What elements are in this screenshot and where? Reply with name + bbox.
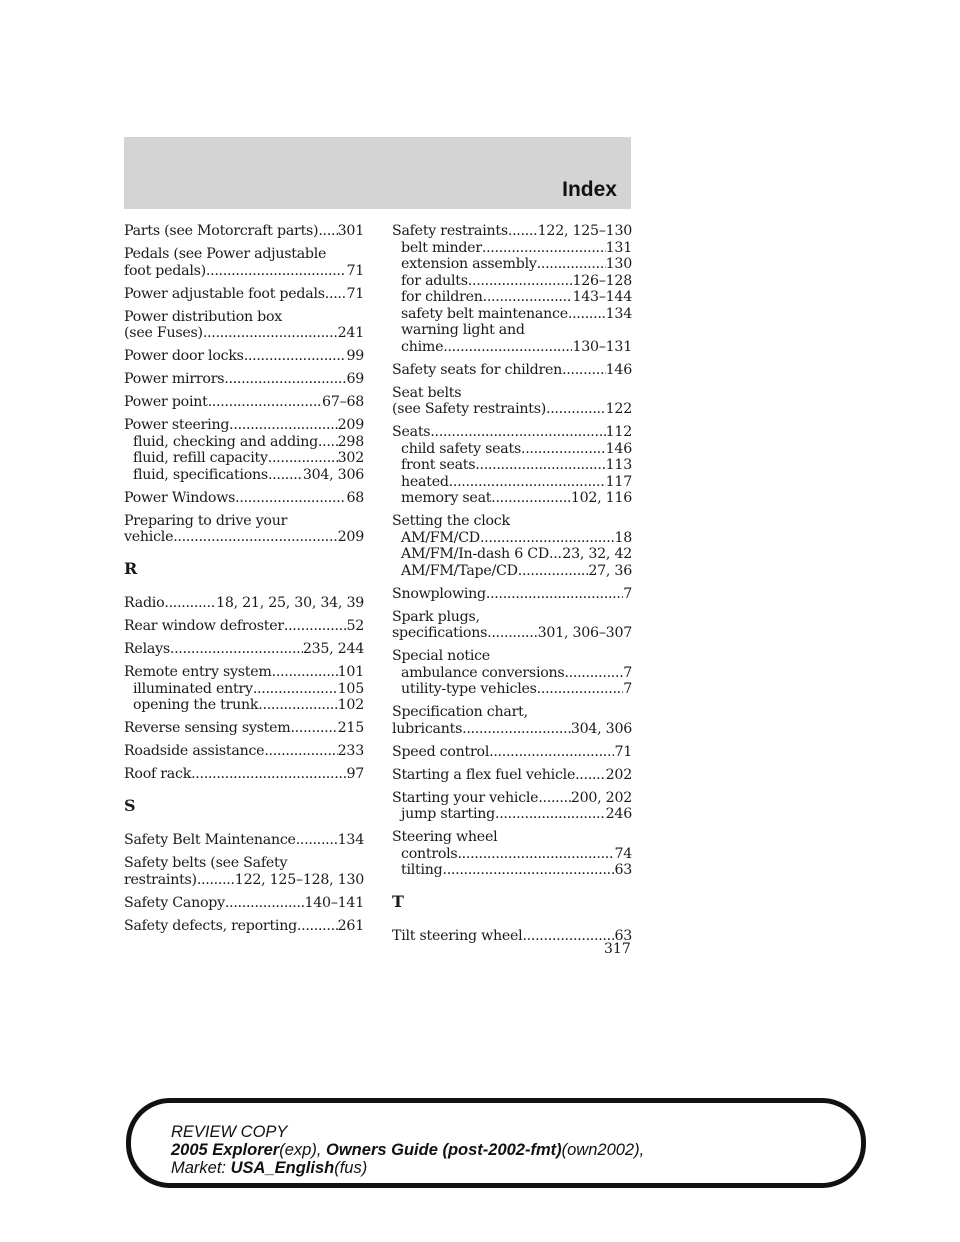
index-term: AM/FM/In-dash 6 CD bbox=[401, 546, 549, 562]
index-entry bbox=[124, 513, 364, 546]
index-entry-line bbox=[392, 704, 632, 721]
index-entry bbox=[124, 766, 364, 783]
index-term: Starting your vehicle bbox=[392, 789, 539, 806]
leader-dots bbox=[296, 832, 338, 849]
leader-dots bbox=[325, 286, 347, 303]
index-term: Power mirrors bbox=[124, 371, 225, 387]
index-term: opening the trunk bbox=[133, 697, 259, 713]
index-entry bbox=[124, 246, 364, 279]
leader-dots bbox=[537, 256, 606, 273]
index-entry bbox=[124, 309, 364, 342]
index-term: Pedals (see Power adjustable bbox=[124, 246, 327, 262]
page-number: 317 bbox=[604, 941, 631, 957]
index-page-ref: 146 bbox=[605, 440, 632, 457]
leader-dots bbox=[449, 474, 606, 491]
index-subentry-line bbox=[392, 530, 632, 547]
index-term: Tilt steering wheel bbox=[392, 928, 523, 944]
index-page-ref: 71 bbox=[614, 743, 632, 760]
index-entry bbox=[124, 394, 364, 411]
index-entry-line bbox=[392, 362, 632, 379]
index-page-ref: 209 bbox=[337, 417, 364, 433]
index-subentry-line bbox=[124, 434, 364, 451]
index-term: AM/FM/Tape/CD bbox=[401, 562, 518, 579]
index-term: safety belt maintenance bbox=[401, 305, 568, 322]
index-term: controls bbox=[401, 845, 458, 862]
index-term: Power point bbox=[124, 394, 208, 410]
index-entry-line bbox=[392, 721, 632, 738]
index-term: Steering wheel bbox=[392, 829, 498, 845]
index-entry bbox=[392, 424, 632, 507]
index-page-ref: 99 bbox=[346, 348, 364, 364]
leader-dots bbox=[191, 766, 346, 783]
index-subentry-line bbox=[124, 450, 364, 467]
leader-dots bbox=[537, 681, 624, 698]
index-entry-line bbox=[392, 223, 632, 240]
index-page-ref: 130–131 bbox=[572, 338, 632, 355]
index-term: Safety seats for children bbox=[392, 361, 563, 378]
index-term: Roof rack bbox=[124, 766, 192, 782]
index-subentry-line bbox=[124, 681, 364, 698]
index-term: (see Fuses) bbox=[124, 325, 203, 341]
leader-dots bbox=[284, 618, 347, 635]
index-entry-line bbox=[124, 394, 364, 411]
leader-dots bbox=[197, 872, 235, 889]
index-page-ref: 69 bbox=[346, 371, 364, 387]
index-entry-line bbox=[392, 767, 632, 784]
index-entry bbox=[124, 371, 364, 388]
index-subentry-line bbox=[392, 240, 632, 257]
leader-dots bbox=[491, 490, 571, 507]
index-entry bbox=[124, 664, 364, 714]
leader-dots bbox=[268, 467, 303, 484]
index-term: chime bbox=[401, 338, 444, 355]
index-entry bbox=[392, 648, 632, 698]
index-subentry-line bbox=[392, 289, 632, 306]
index-term: restraints) bbox=[124, 871, 197, 888]
leader-dots bbox=[297, 918, 338, 935]
index-entry-line bbox=[124, 417, 364, 434]
leader-dots bbox=[235, 490, 346, 507]
leader-dots bbox=[508, 223, 538, 240]
index-entry-line bbox=[124, 223, 364, 240]
index-page-ref: 102 bbox=[337, 697, 364, 713]
leader-dots bbox=[170, 641, 303, 658]
index-entry bbox=[392, 609, 632, 642]
index-term: Seat belts bbox=[392, 384, 462, 401]
index-page-ref: 215 bbox=[337, 720, 364, 736]
leader-dots bbox=[244, 348, 347, 365]
index-page-ref: 74 bbox=[614, 845, 632, 862]
index-page-ref: 122, 125–128, 130 bbox=[234, 871, 364, 888]
leader-dots bbox=[229, 417, 337, 434]
index-term: memory seat bbox=[401, 490, 492, 506]
index-page-ref: 63 bbox=[614, 928, 632, 944]
review-line-1: REVIEW COPY bbox=[171, 1123, 288, 1141]
leader-dots bbox=[272, 664, 338, 681]
index-page-ref: 130 bbox=[605, 256, 632, 272]
leader-dots bbox=[468, 273, 573, 290]
index-entry bbox=[124, 417, 364, 483]
index-term: ambulance conversions bbox=[401, 664, 565, 681]
index-page-ref: 63 bbox=[614, 862, 632, 878]
index-subentry-line bbox=[392, 441, 632, 458]
index-term: Reverse sensing system bbox=[124, 720, 291, 736]
index-term: Remote entry system bbox=[124, 664, 272, 680]
leader-dots bbox=[486, 586, 623, 603]
leader-dots bbox=[487, 625, 538, 642]
index-term: vehicle bbox=[124, 529, 174, 545]
index-page-ref: 18, 21, 25, 30, 34, 39 bbox=[216, 595, 364, 611]
index-term: lubricants bbox=[392, 720, 463, 737]
index-term: Power steering bbox=[124, 417, 230, 433]
index-entry-line bbox=[124, 490, 364, 507]
leader-dots bbox=[225, 895, 305, 912]
index-term: Power adjustable foot pedals bbox=[124, 285, 325, 302]
index-entry-line bbox=[124, 918, 364, 935]
index-term: specifications bbox=[392, 625, 488, 641]
index-term: fluid, specifications bbox=[133, 466, 268, 483]
index-subentry-line bbox=[392, 846, 632, 863]
index-entry-line bbox=[124, 309, 364, 326]
index-page-ref: 304, 306 bbox=[570, 720, 632, 737]
index-page-ref: 112 bbox=[605, 424, 632, 440]
leader-dots bbox=[208, 394, 322, 411]
index-term: foot pedals) bbox=[124, 262, 206, 279]
index-page-ref: 122 bbox=[605, 401, 632, 417]
index-entry bbox=[392, 223, 632, 355]
index-entry bbox=[124, 895, 364, 912]
leader-dots bbox=[462, 721, 571, 738]
index-subentry-line bbox=[392, 806, 632, 823]
leader-dots bbox=[164, 595, 216, 612]
header-band bbox=[124, 137, 631, 209]
section-title: Index bbox=[562, 178, 617, 201]
index-page-ref: 52 bbox=[346, 618, 364, 634]
index-term: Rear window defroster bbox=[124, 618, 284, 634]
index-term: Safety belts (see Safety bbox=[124, 855, 288, 871]
leader-dots bbox=[457, 846, 614, 863]
leader-dots bbox=[575, 767, 606, 784]
index-term: Special notice bbox=[392, 648, 490, 664]
index-letter-heading: S bbox=[124, 795, 136, 815]
index-entry-line bbox=[124, 872, 364, 889]
index-entry bbox=[124, 855, 364, 888]
index-term: Setting the clock bbox=[392, 513, 510, 529]
leader-dots bbox=[518, 563, 589, 580]
index-entry-line bbox=[392, 424, 632, 441]
index-entry bbox=[392, 704, 632, 737]
leader-dots bbox=[538, 790, 570, 807]
index-subentry-line bbox=[392, 339, 632, 356]
leader-dots bbox=[173, 529, 337, 546]
index-subentry-line bbox=[392, 457, 632, 474]
index-term: belt minder bbox=[401, 239, 482, 256]
index-entry-line bbox=[124, 263, 364, 280]
index-subentry-line bbox=[124, 697, 364, 714]
index-page-ref: 102, 116 bbox=[570, 490, 632, 506]
leader-dots bbox=[318, 434, 338, 451]
index-term: Safety restraints bbox=[392, 223, 508, 239]
index-entry-line bbox=[124, 832, 364, 849]
index-term: fluid, refill capacity bbox=[133, 450, 268, 466]
index-entry bbox=[124, 595, 364, 612]
index-term: for children bbox=[401, 289, 483, 305]
review-copy-box bbox=[126, 1098, 866, 1188]
index-page-ref: 105 bbox=[337, 680, 364, 697]
index-term: AM/FM/CD bbox=[401, 529, 480, 546]
index-page-ref: 71 bbox=[346, 285, 364, 302]
index-term: front seats bbox=[401, 457, 476, 473]
index-page-ref: 134 bbox=[337, 832, 364, 848]
index-page-ref: 27, 36 bbox=[588, 562, 632, 579]
index-page-ref: 7 bbox=[623, 681, 632, 697]
index-term: Roadside assistance bbox=[124, 743, 265, 759]
leader-dots bbox=[203, 325, 338, 342]
leader-dots bbox=[290, 720, 337, 737]
index-entry-line bbox=[124, 595, 364, 612]
index-term: Parts (see Motorcraft parts) bbox=[124, 223, 319, 239]
index-entry-line bbox=[392, 609, 632, 626]
index-page-ref: 113 bbox=[605, 457, 632, 473]
leader-dots bbox=[258, 697, 337, 714]
leader-dots bbox=[568, 306, 606, 323]
index-entry bbox=[124, 720, 364, 737]
index-page-ref: 200, 202 bbox=[570, 789, 632, 806]
index-entry-line bbox=[392, 385, 632, 402]
index-entry-line bbox=[392, 625, 632, 642]
index-term: extension assembly bbox=[401, 256, 537, 272]
index-entry bbox=[124, 223, 364, 240]
index-page-ref: 146 bbox=[605, 361, 632, 378]
index-subentry-line bbox=[392, 256, 632, 273]
index-letter-heading: T bbox=[392, 891, 404, 911]
leader-dots bbox=[483, 289, 573, 306]
index-page-ref: 246 bbox=[605, 806, 632, 822]
index-page-ref: 126–128 bbox=[572, 272, 632, 289]
index-term: Specification chart, bbox=[392, 704, 528, 720]
index-entry-line bbox=[124, 664, 364, 681]
index-entry-line bbox=[124, 529, 364, 546]
index-term: Seats bbox=[392, 424, 431, 440]
index-term: Power distribution box bbox=[124, 308, 283, 325]
index-page-ref: 235, 244 bbox=[302, 641, 364, 657]
index-term: jump starting bbox=[401, 806, 496, 822]
index-entry bbox=[392, 928, 632, 945]
leader-dots bbox=[489, 744, 614, 761]
index-entry-line bbox=[392, 401, 632, 418]
index-entry bbox=[392, 790, 632, 823]
review-line-2: 2005 Explorer(exp), Owners Guide (post-2002-fmt)(own2002), bbox=[171, 1141, 645, 1159]
leader-dots bbox=[562, 362, 606, 379]
index-entry-line bbox=[392, 829, 632, 846]
index-entry-line bbox=[124, 348, 364, 365]
index-subentry-line bbox=[392, 665, 632, 682]
index-entry-line bbox=[124, 246, 364, 263]
index-page-ref: 68 bbox=[346, 489, 364, 506]
index-subentry-line bbox=[392, 563, 632, 580]
index-column-right bbox=[392, 223, 632, 951]
index-entry-line bbox=[124, 766, 364, 783]
index-page-ref: 301 bbox=[337, 223, 364, 239]
index-column-left bbox=[124, 223, 364, 941]
index-term: child safety seats bbox=[401, 440, 521, 457]
index-entry-line bbox=[124, 720, 364, 737]
index-page-ref: 302 bbox=[337, 450, 364, 466]
index-term: Relays bbox=[124, 641, 170, 657]
leader-dots bbox=[546, 401, 606, 418]
index-entry bbox=[124, 743, 364, 760]
leader-dots bbox=[521, 441, 606, 458]
index-page-ref: 71 bbox=[346, 262, 364, 279]
index-letter-heading: R bbox=[124, 558, 138, 578]
leader-dots bbox=[206, 263, 347, 280]
index-term: warning light and bbox=[401, 322, 525, 338]
leader-dots bbox=[264, 743, 337, 760]
index-entry bbox=[124, 348, 364, 365]
leader-dots bbox=[549, 546, 562, 563]
index-entry-line bbox=[392, 513, 632, 530]
index-term: tilting bbox=[401, 862, 443, 878]
index-entry bbox=[124, 618, 364, 635]
index-entry-line bbox=[124, 641, 364, 658]
index-entry bbox=[392, 513, 632, 579]
index-page-ref: 117 bbox=[605, 473, 632, 490]
leader-dots bbox=[522, 928, 614, 945]
index-page-ref: 7 bbox=[623, 585, 632, 602]
index-subentry-line bbox=[392, 306, 632, 323]
index-subentry-line bbox=[392, 273, 632, 290]
index-entry-line bbox=[392, 586, 632, 603]
index-entry bbox=[124, 490, 364, 507]
index-entry bbox=[392, 362, 632, 379]
index-subentry-line bbox=[392, 546, 632, 563]
index-subentry-line bbox=[392, 490, 632, 507]
index-entry-line bbox=[124, 895, 364, 912]
index-entry bbox=[392, 744, 632, 761]
index-term: Power Windows bbox=[124, 489, 236, 506]
index-entry bbox=[392, 767, 632, 784]
index-entry bbox=[124, 286, 364, 303]
index-term: (see Safety restraints) bbox=[392, 401, 547, 417]
index-page-ref: 101 bbox=[337, 664, 364, 680]
index-term: Starting a flex fuel vehicle bbox=[392, 766, 576, 783]
index-entry bbox=[124, 832, 364, 849]
index-entry bbox=[124, 918, 364, 935]
leader-dots bbox=[495, 806, 606, 823]
index-page-ref: 304, 306 bbox=[302, 466, 364, 483]
index-subentry-line bbox=[392, 862, 632, 879]
index-page-ref: 301, 306–307 bbox=[537, 625, 632, 641]
index-term: Speed control bbox=[392, 743, 490, 760]
index-entry-line bbox=[392, 928, 632, 945]
index-entry-line bbox=[392, 648, 632, 665]
index-entry-line bbox=[124, 325, 364, 342]
leader-dots bbox=[475, 457, 605, 474]
index-page-ref: 23, 32, 42 bbox=[562, 546, 632, 562]
index-page-ref: 131 bbox=[605, 239, 632, 256]
review-copy-text bbox=[171, 1123, 644, 1177]
leader-dots bbox=[443, 862, 615, 879]
index-page-ref: 97 bbox=[346, 766, 364, 782]
leader-dots bbox=[430, 424, 605, 441]
index-page-ref: 241 bbox=[337, 325, 364, 341]
index-entry-line bbox=[124, 371, 364, 388]
index-term: Spark plugs, bbox=[392, 608, 480, 625]
index-entry-line bbox=[124, 286, 364, 303]
index-entry-line bbox=[124, 618, 364, 635]
index-page-ref: 298 bbox=[337, 433, 364, 450]
index-page-ref: 202 bbox=[605, 766, 632, 783]
index-entry-line bbox=[392, 790, 632, 807]
index-term: Radio bbox=[124, 595, 165, 611]
index-term: Power door locks bbox=[124, 348, 244, 364]
index-term: Safety Canopy bbox=[124, 894, 225, 911]
index-entry-line bbox=[392, 744, 632, 761]
leader-dots bbox=[480, 530, 615, 547]
index-subentry-line bbox=[392, 322, 632, 339]
index-entry bbox=[124, 641, 364, 658]
index-entry-line bbox=[124, 855, 364, 872]
index-term: fluid, checking and adding bbox=[133, 433, 318, 450]
leader-dots bbox=[253, 681, 338, 698]
index-entry-line bbox=[124, 513, 364, 530]
index-term: for adults bbox=[401, 272, 468, 289]
index-term: heated bbox=[401, 473, 449, 490]
leader-dots bbox=[224, 371, 346, 388]
index-page-ref: 209 bbox=[337, 529, 364, 545]
index-page-ref: 122, 125–130 bbox=[537, 223, 632, 239]
index-page-ref: 134 bbox=[605, 305, 632, 322]
index-page-ref: 67–68 bbox=[322, 394, 364, 410]
index-entry bbox=[392, 829, 632, 879]
index-page-ref: 143–144 bbox=[572, 289, 632, 305]
index-term: Preparing to drive your bbox=[124, 512, 288, 529]
index-entry-line bbox=[124, 743, 364, 760]
index-page-ref: 233 bbox=[337, 743, 364, 759]
leader-dots bbox=[482, 240, 606, 257]
review-line-3: Market: USA_English(fus) bbox=[171, 1159, 368, 1177]
index-subentry-line bbox=[392, 681, 632, 698]
index-subentry-line bbox=[392, 474, 632, 491]
index-entry bbox=[392, 586, 632, 603]
leader-dots bbox=[564, 665, 623, 682]
index-term: illuminated entry bbox=[133, 680, 253, 697]
index-term: Safety defects, reporting bbox=[124, 917, 297, 934]
index-page-ref: 7 bbox=[623, 664, 632, 681]
index-term: Snowplowing bbox=[392, 585, 486, 602]
index-page-ref: 140–141 bbox=[304, 894, 364, 911]
leader-dots bbox=[268, 450, 338, 467]
index-page-ref: 261 bbox=[337, 917, 364, 934]
index-entry bbox=[392, 385, 632, 418]
leader-dots bbox=[443, 339, 572, 356]
index-term: utility-type vehicles bbox=[401, 681, 537, 697]
index-term: Safety Belt Maintenance bbox=[124, 832, 296, 848]
index-page-ref: 18 bbox=[614, 529, 632, 546]
leader-dots bbox=[318, 223, 337, 240]
index-subentry-line bbox=[124, 467, 364, 484]
